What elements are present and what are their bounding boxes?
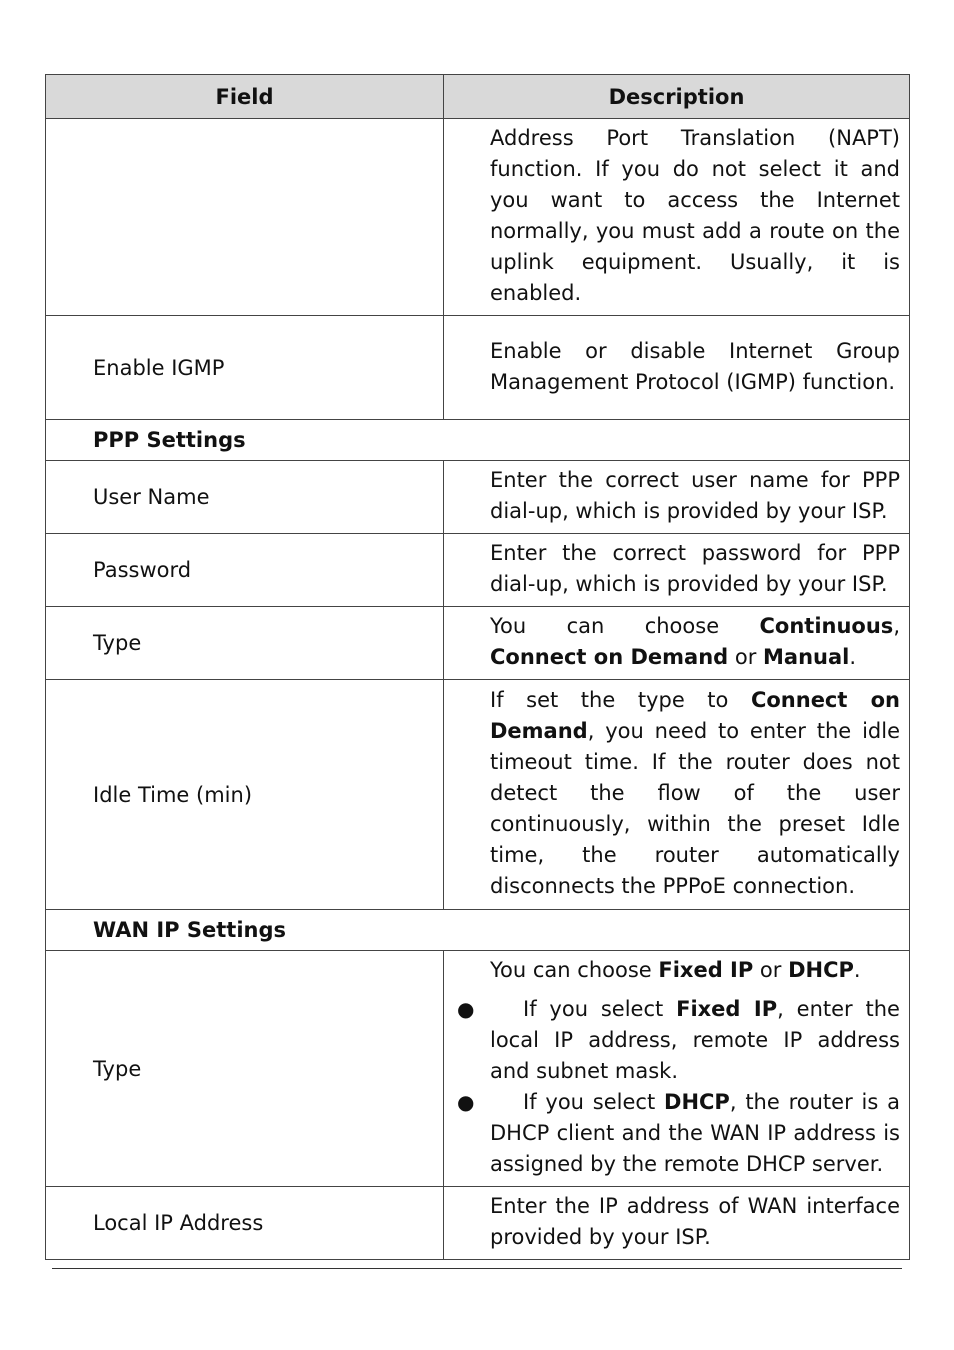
text-run: You can choose bbox=[490, 958, 659, 982]
text-run: You can choose bbox=[490, 614, 760, 638]
text-run: , you need to enter the idle timeout time. If the router does not detect the flow of the user continuously, within the preset Idle time, the router automatically disconnects the PPPoE connection. bbox=[490, 719, 900, 898]
table-row bbox=[46, 607, 910, 680]
desc-cell: Enter the correct user name for PPP dial-up, which is provided by your ISP. bbox=[444, 461, 910, 534]
field-cell: Idle Time (min) bbox=[46, 680, 444, 910]
field-cell: Password bbox=[46, 534, 444, 607]
table-row bbox=[46, 534, 910, 607]
section-title-wan: WAN IP Settings bbox=[46, 910, 910, 951]
text-run: , enter the local IP address, remote IP address and subnet mask. bbox=[490, 997, 900, 1083]
section-title-ppp: PPP Settings bbox=[46, 420, 910, 461]
list-item bbox=[457, 1087, 900, 1180]
table-row bbox=[46, 461, 910, 534]
desc-cell bbox=[444, 680, 910, 910]
table-row bbox=[46, 1187, 910, 1260]
desc-cell: Address Port Translation (NAPT) function. If you do not select it and you want to access the Internet normally, you must add a route on the uplink equipment. Usually, it is enabled. bbox=[444, 119, 910, 316]
section-row bbox=[46, 910, 910, 951]
field-cell: User Name bbox=[46, 461, 444, 534]
field-cell bbox=[46, 119, 444, 316]
bold-term: Connect on Demand bbox=[490, 645, 729, 669]
field-cell: Enable IGMP bbox=[46, 316, 444, 420]
table-row bbox=[46, 316, 910, 420]
table-row bbox=[46, 951, 910, 1187]
section-row bbox=[46, 420, 910, 461]
list-item bbox=[457, 994, 900, 1087]
text-run: If set the type to bbox=[490, 688, 751, 712]
text-run: or bbox=[728, 645, 764, 669]
header-field: Field bbox=[46, 75, 444, 119]
table-header-row bbox=[46, 75, 910, 119]
field-cell: Type bbox=[46, 951, 444, 1187]
bold-term: Connect on Demand bbox=[490, 688, 900, 743]
desc-cell: Enter the IP address of WAN interface provided by your ISP. bbox=[444, 1187, 910, 1260]
text-run: . bbox=[849, 645, 857, 669]
table-row bbox=[46, 119, 910, 316]
bold-term: DHCP bbox=[788, 958, 854, 982]
header-description: Description bbox=[444, 75, 910, 119]
bold-term: Fixed IP bbox=[658, 958, 754, 982]
desc-cell: Enter the correct password for PPP dial-up, which is provided by your ISP. bbox=[444, 534, 910, 607]
text-run: If you select bbox=[523, 997, 677, 1021]
bold-term: Continuous bbox=[759, 614, 894, 638]
text-run: , bbox=[893, 614, 900, 638]
field-cell: Type bbox=[46, 607, 444, 680]
footer-divider bbox=[52, 1268, 902, 1269]
desc-cell: Enable or disable Internet Group Management Protocol (IGMP) function. bbox=[444, 316, 910, 420]
desc-cell bbox=[444, 607, 910, 680]
bold-term: Manual bbox=[763, 645, 850, 669]
desc-cell bbox=[444, 951, 910, 1187]
text-run: , the router is a DHCP client and the WAN IP address is assigned by the remote DHCP server. bbox=[490, 1090, 900, 1176]
field-cell: Local IP Address bbox=[46, 1187, 444, 1260]
text-run: If you select bbox=[523, 1090, 665, 1114]
desc-intro bbox=[490, 955, 900, 986]
text-run: or bbox=[753, 958, 789, 982]
text-run: . bbox=[853, 958, 861, 982]
table-row bbox=[46, 680, 910, 910]
bold-term: DHCP bbox=[664, 1090, 730, 1114]
bold-term: Fixed IP bbox=[676, 997, 778, 1021]
bullet-list bbox=[457, 994, 900, 1180]
settings-table bbox=[45, 74, 910, 1260]
